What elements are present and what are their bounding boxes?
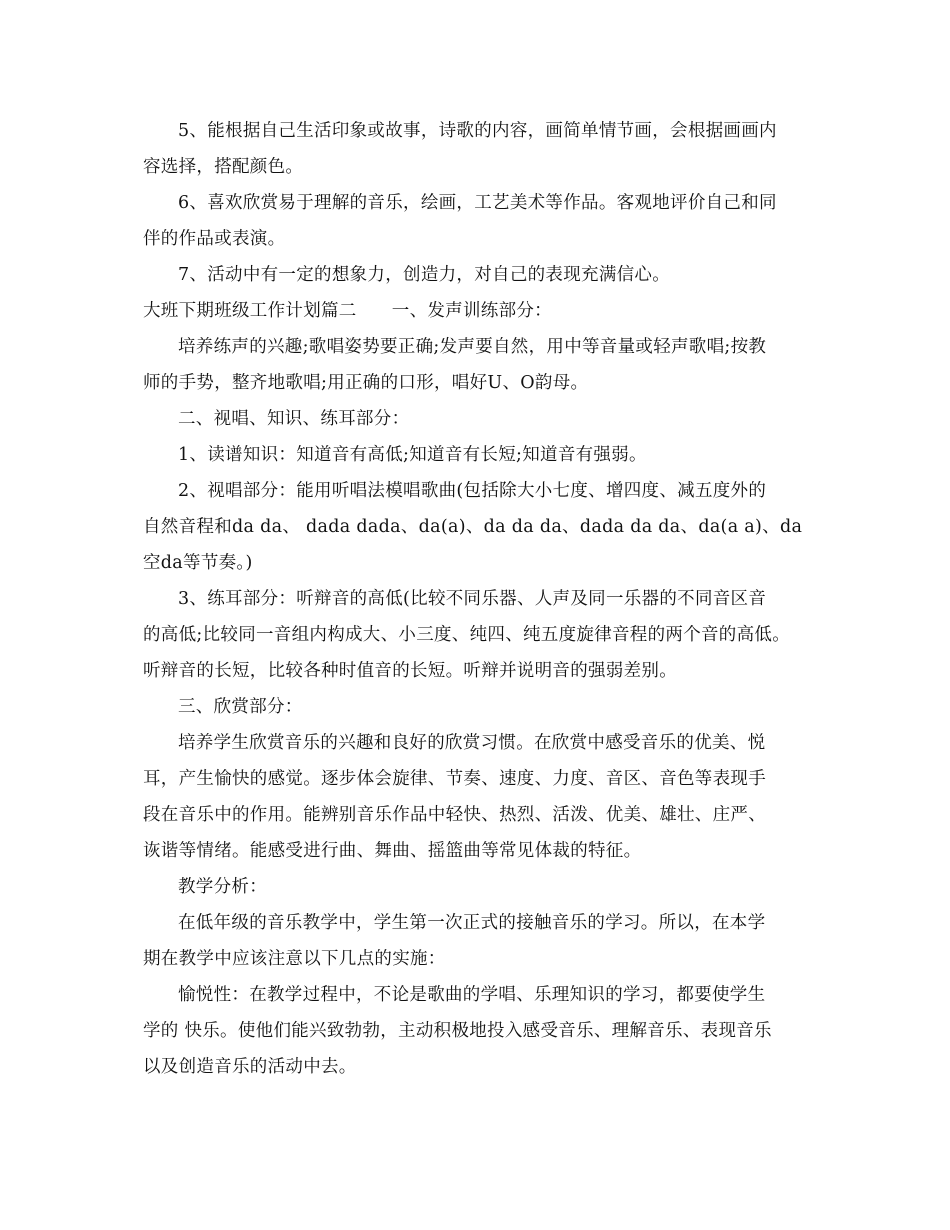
- text-line: 教学分析：: [178, 877, 267, 897]
- text-line: 6、喜欢欣赏易于理解的音乐，绘画，工艺美术等作品。客观地评价自己和同: [178, 193, 777, 213]
- text-line: 空da等节奏。): [143, 553, 253, 573]
- text-line: 学的 快乐。使他们能兴致勃勃，主动积极地投入感受音乐、理解音乐、表现音乐: [143, 1021, 772, 1041]
- text-line: 听辩音的长短，比较各种时值音的长短。听辩并说明音的强弱差别。: [143, 661, 677, 681]
- text-line: 愉悦性：在教学过程中，不论是歌曲的学唱、乐理知识的学习，都要使学生: [178, 985, 766, 1005]
- text-line: 的高低;比较同一音组内构成大、小三度、纯四、纯五度旋律音程的两个音的高低。: [143, 625, 790, 645]
- text-line: 师的手势，整齐地歌唱;用正确的口形，唱好U、O韵母。: [143, 373, 589, 393]
- text-line: 培养练声的兴趣;歌唱姿势要正确;发声要自然，用中等音量或轻声歌唱;按教: [178, 337, 767, 357]
- text-line: 7、活动中有一定的想象力，创造力，对自己的表现充满信心。: [178, 265, 671, 285]
- text-line: 大班下期班级工作计划篇二 一、发声训练部分：: [143, 301, 552, 321]
- text-line: 期在教学中应该注意以下几点的实施：: [143, 949, 446, 969]
- text-line: 在低年级的音乐教学中，学生第一次正式的接触音乐的学习。所以，在本学: [178, 913, 766, 933]
- text-line: 1、读谱知识：知道音有高低;知道音有长短;知道音有强弱。: [178, 445, 647, 465]
- text-line: 段在音乐中的作用。能辨别音乐作品中轻快、热烈、活泼、优美、雄壮、庄严、: [143, 805, 766, 825]
- text-line: 自然音程和da da、 dada dada、da(a)、da da da、dada da da、da(a a)、da: [143, 517, 803, 537]
- document-body: [143, 113, 818, 1085]
- text-line: 三、欣赏部分：: [178, 697, 303, 717]
- text-line: 培养学生欣赏音乐的兴趣和良好的欣赏习惯。在欣赏中感受音乐的优美、悦: [178, 733, 766, 753]
- text-line: 2、视唱部分：能用听唱法模唱歌曲(包括除大小七度、增四度、减五度外的: [178, 481, 767, 501]
- text-line: 诙谐等情绪。能感受进行曲、舞曲、摇篮曲等常见体裁的特征。: [143, 841, 642, 861]
- text-line: 5、能根据自己生活印象或故事，诗歌的内容，画简单情节画，会根据画画内: [178, 121, 777, 141]
- text-line: 以及创造音乐的活动中去。: [143, 1057, 357, 1077]
- text-line: 容选择，搭配颜色。: [143, 157, 304, 177]
- text-line: 二、视唱、知识、练耳部分：: [178, 409, 410, 429]
- text-line: 3、练耳部分：听辩音的高低(比较不同乐器、人声及同一乐器的不同音区音: [178, 589, 767, 609]
- text-line: 伴的作品或表演。: [143, 229, 286, 249]
- text-line: 耳，产生愉快的感觉。逐步体会旋律、节奏、速度、力度、音区、音色等表现手: [143, 769, 766, 789]
